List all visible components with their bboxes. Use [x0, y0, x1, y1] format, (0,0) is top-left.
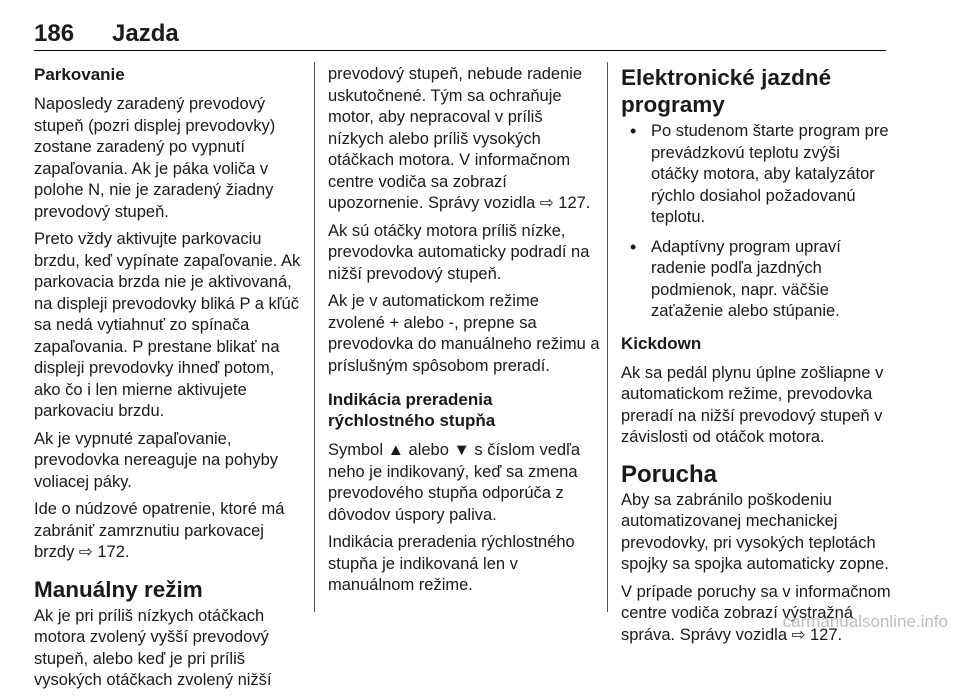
- paragraph: Naposledy zaradený prevodový stupeň (pozri displej prevodovky) zostane zaradený po vypnutí zapaľovania. Ak je páka voliča v polohe N, nie je zaradený žiadny prevodový stupeň.: [34, 95, 276, 221]
- bullet-list: [621, 121, 891, 323]
- paragraph: Ak je v automatickom režime zvolené + alebo -, prepne sa prevodovka do manuálneho režimu a príslušným spôsobom preradí.: [328, 292, 600, 375]
- paragraph: Ak je pri príliš nízkych otáčkach motora zvolený vyšší prevodový stupeň, alebo keď je pri príliš vysokých otáčkach zvolený nižší: [34, 606, 272, 689]
- page-header: [34, 14, 886, 51]
- column-divider: [607, 62, 608, 612]
- paragraph: prevodový stupeň, nebude radenie uskutočnené. Tým sa ochraňuje motor, aby nepracoval v príliš nízkych alebo príliš vysokých otáčkach motora. V informačnom centre vodiča sa zobrazí upozornenie. Správy vozidla ⇨ 127.: [328, 65, 591, 212]
- paragraph: Ak sú otáčky motora príliš nízke, prevodovka automaticky podradí na nižší prevodový stupeň.: [328, 221, 590, 283]
- paragraph: Preto vždy aktivujte parkovaciu brzdu, keď vypínate zapaľovanie. Ak parkovacia brzda nie je aktivovaná, na displeji prevodovky bliká P a kľúč sa nedá vytiahnuť zo spínača zapaľovania. P prestane blikať na displeji prevodovky ihneď potom, ako čo i len mierne aktivujete parkovaciu brzdu.: [34, 230, 301, 420]
- paragraph: Aby sa zabránilo poškodeniu automatizovanej mechanickej prevodovky, pri vysokých teplotách spojky sa spojka automaticky zopne.: [621, 490, 889, 573]
- column-divider: [314, 62, 315, 612]
- watermark: carmanualsonline.info: [782, 612, 948, 631]
- heading-fault: Porucha: [621, 460, 718, 488]
- paragraph: Ak je vypnuté zapaľovanie, prevodovka nereaguje na pohyby voliacej páky.: [34, 429, 279, 491]
- list-item: • Adaptívny program upraví radenie podľa jazdných podmienok, napr. väčšie zaťaženie alebo stúpanie.: [621, 237, 891, 323]
- paragraph: Indikácia preradenia rýchlostného stupňa je indikovaná len v manuálnom režime.: [328, 533, 575, 594]
- heading-shift-indication: Indikácia preradenia rýchlostného stupňa: [328, 390, 496, 430]
- heading-driving-programs: Elektronické jazdné programy: [621, 65, 832, 117]
- heading-parking: Parkovanie: [34, 65, 125, 84]
- column-3: [621, 64, 891, 652]
- heading-kickdown: Kickdown: [621, 333, 702, 353]
- column-1: [34, 64, 302, 698]
- column-2: [328, 64, 600, 603]
- paragraph: Ak sa pedál plynu úplne zošliapne v automatickom režime, prevodovka preradí na nižší prevodový stupeň v závislosti od otáčok motora.: [621, 363, 884, 446]
- paragraph: Symbol ▲ alebo ▼ s číslom vedľa neho je indikovaný, keď sa zmena prevodového stupňa odporúča z dôvodov úspory paliva.: [328, 441, 581, 524]
- section-title: Jazda: [112, 20, 179, 47]
- heading-manual-mode: Manuálny režim: [34, 576, 203, 602]
- list-item: • Po studenom štarte program pre prevádzkovú teplotu zvýši otáčky motora, aby katalyzátor rýchlo dosiahol požadovanú teplotu.: [621, 121, 891, 229]
- paragraph: V prípade poruchy sa v informačnom centre vodiča zobrazí výstražná správa. Správy vozidla ⇨ 127.: [621, 582, 891, 644]
- paragraph: Ide o núdzové opatrenie, ktoré má zabrániť zamrznutiu parkovacej brzdy ⇨ 172.: [34, 500, 285, 561]
- page-number: 186: [34, 20, 75, 47]
